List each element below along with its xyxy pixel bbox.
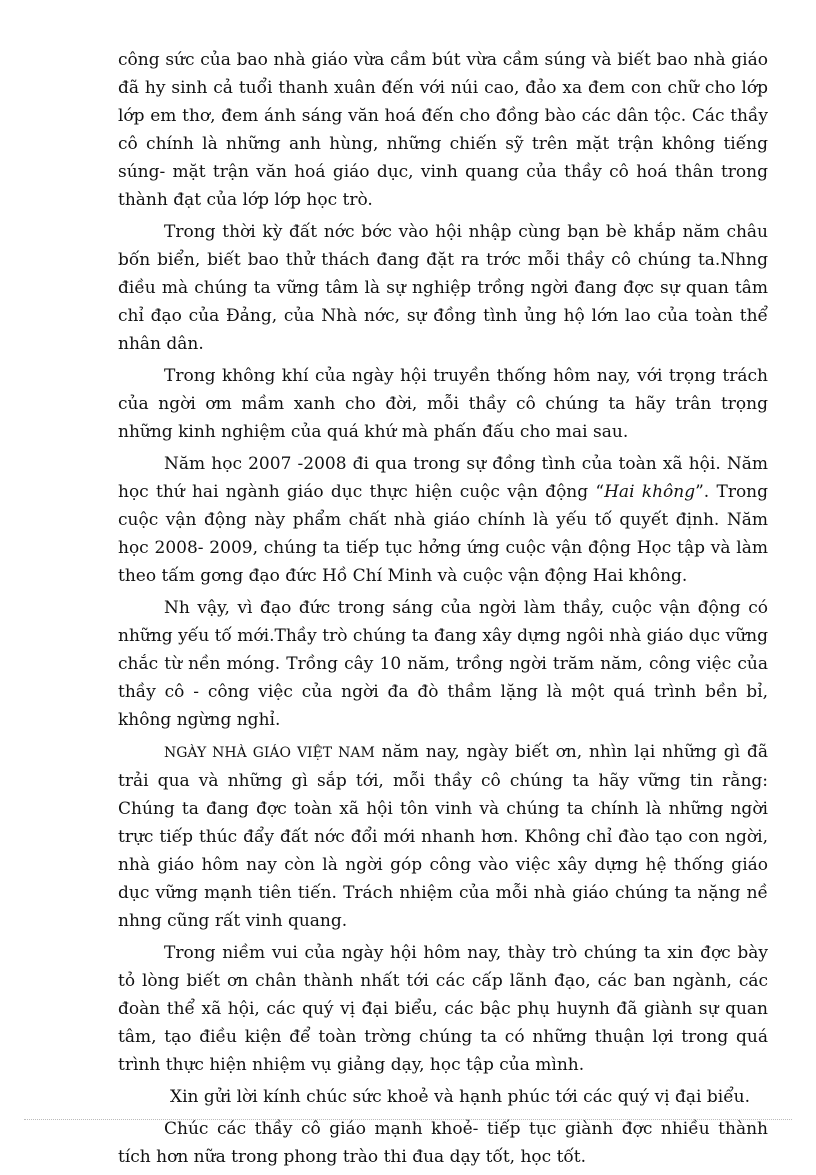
paragraph-8: Xin gửi lời kính chúc sức khoẻ và hạnh phúc tới các quý vị đại biểu. [170, 1087, 751, 1107]
page-bottom-divider [24, 1119, 792, 1120]
paragraph-4-text-before: Năm học 2007 -2008 đi qua trong sự đồng tình của toàn xã hội. Năm học thứ hai ngành giáo dục thực hiện cuộc vận động “ [118, 454, 768, 502]
paragraph-6-text: năm nay, ngày biết ơn, nhìn lại những gì đã trải qua và những gì sắp tới, mỗi thầy cô chúng ta hãy vững tin rằng: Chúng ta đang đợc toàn xã hội tôn vinh và chúng ta chính là những ngời trực tiếp thúc đẩy đất nớc đổi mới nhanh hơn. Không chỉ đào tạo con ngời, nhà giáo hôm nay còn là ngời góp công vào việc xây dựng hệ thống giáo dục vững mạnh tiên tiến. Trách nhiệm của mỗi nhà giáo chúng ta nặng nề nhng cũng rất vinh quang. [118, 742, 768, 931]
paragraph-5: Nh vậy, vì đạo đức trong sáng của ngời làm thầy, cuộc vận động có những yếu tố mới.Thầy trò chúng ta đang xây dựng ngôi nhà giáo dục vững chắc từ nền móng. Trồng cây 10 năm, trồng ngời trăm năm, công việc của thầy cô - công việc của ngời đa đò thầm lặng là một quá trình bền bỉ, không ngừng nghỉ. [118, 598, 768, 730]
paragraph-1: công sức của bao nhà giáo vừa cầm bút vừa cầm súng và biết bao nhà giáo đã hy sinh cả tuổi thanh xuân đến với núi cao, đảo xa đem con chữ cho lớp lớp em thơ, đem ánh sáng văn hoá đến cho đồng bào các dân tộc. Các thầy cô chính là những anh hùng, những chiến sỹ trên mặt trận không tiếng súng- mặt trận văn hoá giáo dục, vinh quang của thầy cô hoá thân trong thành đạt của lớp lớp học trò. [118, 50, 768, 210]
paragraph-4-text-after: ”. Trong cuộc vận động này phẩm chất nhà giáo chính là yếu tố quyết định. Năm học 2008- 2009, chúng ta tiếp tục hởng ứng cuộc vận động Học tập và làm theo tấm gơng đạo đức Hồ Chí Minh và cuộc vận động Hai không. [118, 482, 769, 586]
campaign-name-italic: Hai không [604, 482, 696, 502]
paragraph-7: Trong niềm vui của ngày hội hôm nay, thày trò chúng ta xin đợc bày tỏ lòng biết ơn chân thành nhất tới các cấp lãnh đạo, các ban ngành, các đoàn thể xã hội, các quý vị đại biểu, các bậc phụ huynh đã giành sự quan tâm, tạo điều kiện để toàn trờng chúng ta có những thuận lợi trong quá trình thực hiện nhiệm vụ giảng dạy, học tập của mình. [118, 943, 768, 1075]
document-body [118, 46, 768, 1175]
paragraph-9: Chúc các thầy cô giáo mạnh khoẻ- tiếp tục giành đợc nhiều thành tích hơn nữa trong phong trào thi đua dạy tốt, học tốt. [118, 1119, 768, 1167]
paragraph-4 [118, 450, 768, 590]
paragraph-6 [118, 738, 768, 935]
paragraph-2: Trong thời kỳ đất nớc bớc vào hội nhập cùng bạn bè khắp năm châu bốn biển, biết bao thử thách đang đặt ra trớc mỗi thầy cô chúng ta.Nhng điều mà chúng ta vững tâm là sự nghiệp trồng ngời đang đợc sự quan tâm chỉ đạo của Đảng, của Nhà nớc, sự đồng tình ủng hộ lớn lao của toàn thể nhân dân. [118, 222, 768, 354]
paragraph-3: Trong không khí của ngày hội truyền thống hôm nay, với trọng trách của ngời ơm mầm xanh cho đời, mỗi thầy cô chúng ta hãy trân trọng những kinh nghiệm của quá khứ mà phấn đấu cho mai sau. [118, 366, 768, 442]
teachers-day-heading: NGÀY NHÀ GIÁO VIỆT NAM [164, 745, 375, 761]
